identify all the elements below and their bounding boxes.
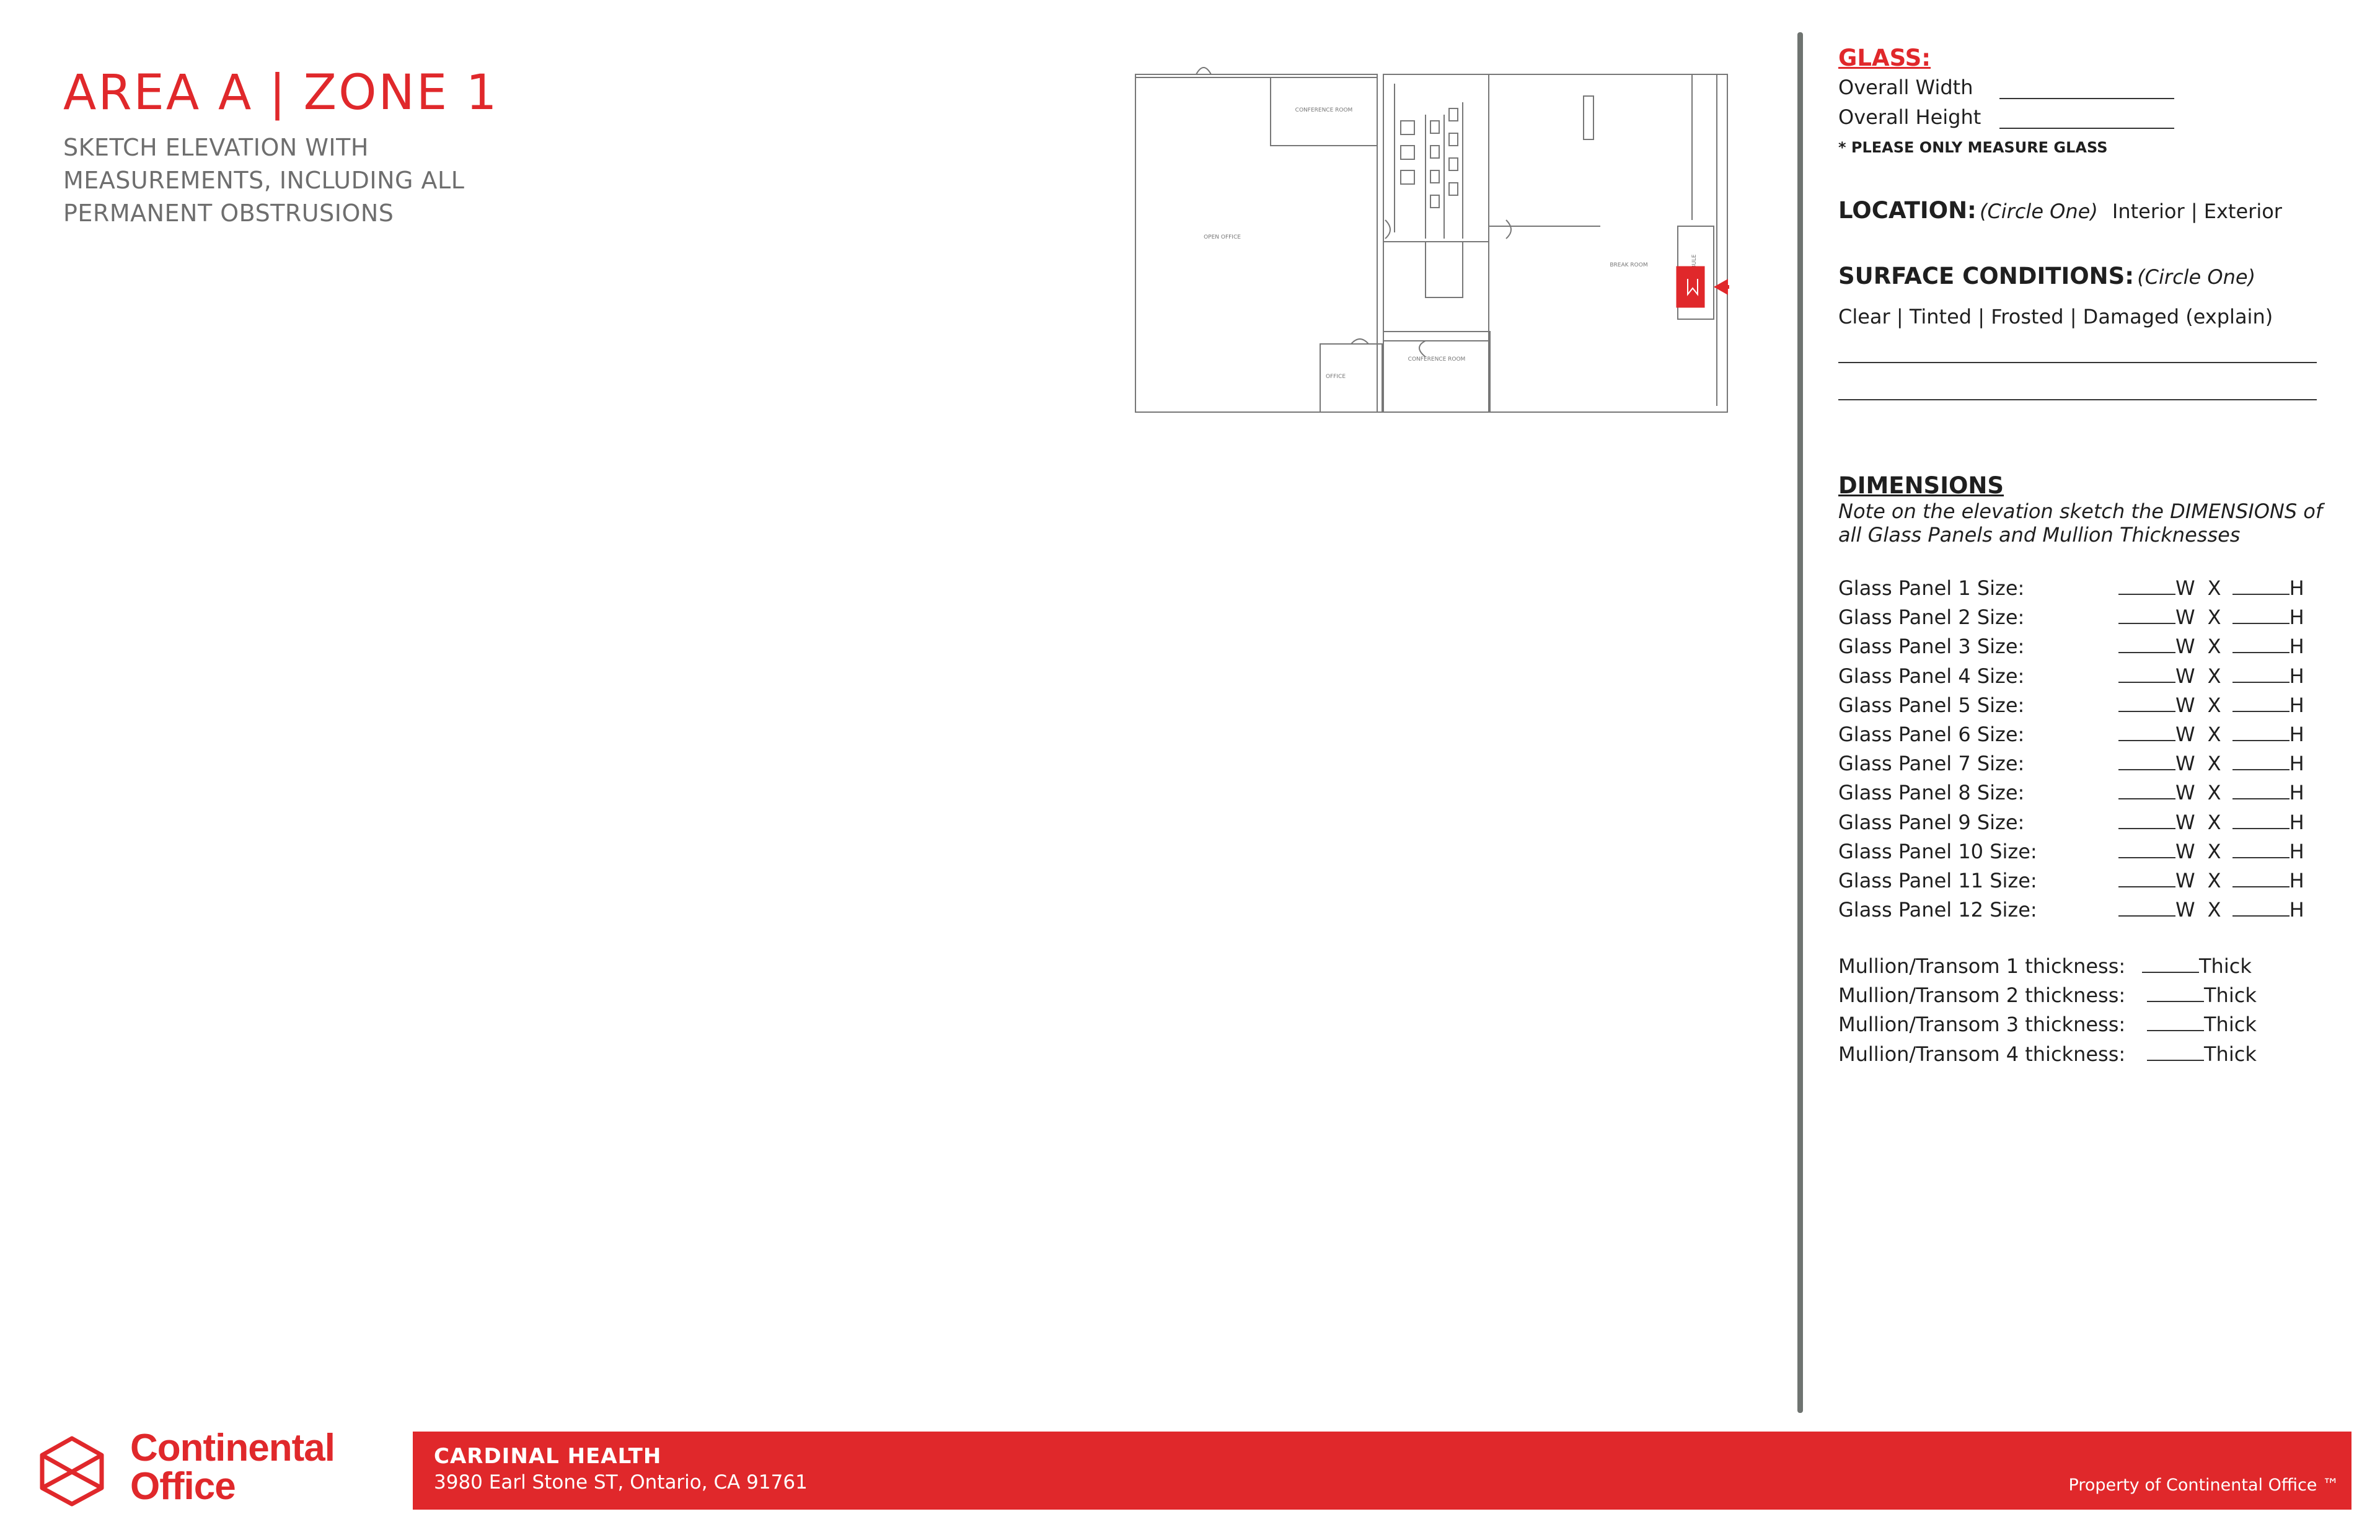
- glass-panel-row: [1838, 898, 2304, 922]
- surface-options[interactable]: Clear | Tinted | Frosted | Damaged (explain): [1838, 305, 2273, 328]
- width-unit-label: W: [2175, 605, 2195, 630]
- by-label: X: [2207, 664, 2221, 688]
- room-label: BREAK ROOM: [1610, 262, 1648, 268]
- panel-height-field[interactable]: [2232, 578, 2290, 595]
- glass-heading: GLASS:: [1838, 45, 1931, 71]
- glass-panel-label: Glass Panel 4 Size:: [1838, 664, 2025, 688]
- brand-logo-text: [130, 1429, 335, 1506]
- floor-plan: [1134, 59, 1729, 418]
- width-unit-label: W: [2175, 810, 2195, 834]
- location-row: [1838, 197, 2282, 224]
- room-label: CONFERENCE ROOM: [1295, 107, 1353, 113]
- mullion-row: [1838, 1013, 2257, 1037]
- panel-width-field[interactable]: [2118, 870, 2175, 887]
- thick-label: Thick: [2199, 954, 2252, 978]
- surface-explain-line-1[interactable]: [1838, 362, 2317, 363]
- brand-name-line: Continental: [130, 1427, 335, 1469]
- overall-height-field[interactable]: [1999, 128, 2174, 129]
- panel-height-field[interactable]: [2232, 636, 2290, 653]
- by-label: X: [2207, 898, 2221, 922]
- mullion-label: Mullion/Transom 2 thickness:: [1838, 983, 2126, 1008]
- height-unit-label: H: [2289, 693, 2304, 717]
- glass-panel-row: [1838, 752, 2304, 776]
- width-unit-label: W: [2175, 723, 2195, 746]
- height-unit-label: H: [2289, 839, 2304, 863]
- panel-height-field[interactable]: [2232, 841, 2290, 858]
- glass-panel-label: Glass Panel 2 Size:: [1838, 605, 2025, 630]
- mullion-thickness-field[interactable]: [2147, 1044, 2204, 1061]
- subtitle-line: SKETCH ELEVATION WITH: [63, 134, 369, 161]
- glass-panel-label: Glass Panel 12 Size:: [1838, 898, 2037, 922]
- thick-label: Thick: [2204, 983, 2257, 1008]
- vertical-divider: [1797, 32, 1803, 1413]
- height-unit-label: H: [2289, 664, 2304, 688]
- glass-panel-row: [1838, 839, 2304, 863]
- location-hint: (Circle One): [1979, 200, 2098, 223]
- glass-panel-row: [1838, 664, 2304, 688]
- width-unit-label: W: [2175, 576, 2195, 600]
- width-unit-label: W: [2175, 635, 2195, 659]
- surface-row: [1838, 263, 2255, 289]
- width-unit-label: W: [2175, 839, 2195, 863]
- footer-bar: [413, 1432, 2351, 1510]
- mullion-row: [1838, 983, 2257, 1008]
- by-label: X: [2207, 869, 2221, 892]
- panel-width-field[interactable]: [2118, 607, 2175, 624]
- thick-label: Thick: [2204, 1013, 2257, 1037]
- panel-height-field[interactable]: [2232, 753, 2290, 770]
- by-label: X: [2207, 839, 2221, 863]
- mullion-thickness-field[interactable]: [2147, 985, 2204, 1002]
- page-title: [63, 65, 499, 121]
- panel-height-field[interactable]: [2232, 724, 2290, 741]
- width-unit-label: W: [2175, 781, 2195, 805]
- width-unit-label: W: [2175, 693, 2195, 717]
- glass-panel-row: [1838, 693, 2304, 717]
- glass-note: * PLEASE ONLY MEASURE GLASS: [1838, 139, 2108, 156]
- by-label: X: [2207, 723, 2221, 746]
- room-label: OFFICE: [1325, 374, 1346, 380]
- width-unit-label: W: [2175, 752, 2195, 776]
- glass-panel-label: Glass Panel 3 Size:: [1838, 635, 2025, 659]
- panel-height-field[interactable]: [2232, 695, 2290, 712]
- brand-name-line: Office: [130, 1465, 236, 1508]
- thick-label: Thick: [2204, 1042, 2257, 1066]
- room-label: OPEN OFFICE: [1204, 234, 1241, 240]
- height-unit-label: H: [2289, 635, 2304, 659]
- panel-height-field[interactable]: [2232, 899, 2290, 917]
- arrow-left-icon: [1714, 279, 1729, 295]
- by-label: X: [2207, 605, 2221, 630]
- by-label: X: [2207, 693, 2221, 717]
- height-unit-label: H: [2289, 752, 2304, 776]
- mullion-thickness-field[interactable]: [2147, 1014, 2204, 1031]
- overall-width-field[interactable]: [1999, 98, 2174, 99]
- panel-width-field[interactable]: [2118, 666, 2175, 683]
- panel-width-field[interactable]: [2118, 841, 2175, 858]
- conference-room-bottom-wall: [1383, 332, 1490, 412]
- panel-width-field[interactable]: [2118, 695, 2175, 712]
- by-label: X: [2207, 810, 2221, 834]
- glass-panel-row: [1838, 810, 2304, 834]
- client-address: 3980 Earl Stone ST, Ontario, CA 91761: [434, 1471, 808, 1494]
- location-options[interactable]: Interior | Exterior: [2112, 200, 2282, 223]
- page-subtitle: [63, 131, 464, 230]
- height-unit-label: H: [2289, 781, 2304, 805]
- glass-panel-label: Glass Panel 1 Size:: [1838, 576, 2025, 600]
- panel-height-field[interactable]: [2232, 607, 2290, 624]
- subtitle-line: MEASUREMENTS, INCLUDING ALL: [63, 167, 465, 194]
- width-unit-label: W: [2175, 664, 2195, 688]
- dimensions-heading: DIMENSIONS: [1838, 472, 2004, 499]
- panel-width-field[interactable]: [2118, 812, 2175, 829]
- mullion-row: [1838, 1042, 2257, 1066]
- mullion-thickness-field[interactable]: [2142, 956, 2199, 973]
- by-label: X: [2207, 781, 2221, 805]
- overall-height-label: Overall Height: [1838, 105, 1981, 129]
- width-unit-label: W: [2175, 869, 2195, 892]
- glass-location-highlight: [1677, 266, 1704, 307]
- glass-panel-row: [1838, 576, 2304, 600]
- surface-hint: (Circle One): [2137, 265, 2256, 289]
- panel-width-field[interactable]: [2118, 753, 2175, 770]
- title-separator: |: [269, 65, 288, 121]
- panel-height-field[interactable]: [2232, 666, 2290, 683]
- title-area: AREA A: [63, 65, 253, 121]
- panel-width-field[interactable]: [2118, 899, 2175, 917]
- panel-height-field[interactable]: [2232, 870, 2290, 887]
- by-label: X: [2207, 635, 2221, 659]
- panel-width-field[interactable]: [2118, 782, 2175, 799]
- glass-panel-row: [1838, 781, 2304, 805]
- panel-height-field[interactable]: [2232, 782, 2290, 799]
- client-name: CARDINAL HEALTH: [434, 1444, 662, 1469]
- glass-panel-row: [1838, 605, 2304, 630]
- height-unit-label: H: [2289, 869, 2304, 892]
- location-heading: LOCATION:: [1838, 197, 1977, 224]
- width-unit-label: W: [2175, 898, 2195, 922]
- glass-panel-label: Glass Panel 9 Size:: [1838, 810, 2025, 834]
- height-unit-label: H: [2289, 723, 2304, 746]
- glass-panel-label: Glass Panel 11 Size:: [1838, 869, 2037, 892]
- height-unit-label: H: [2289, 898, 2304, 922]
- overall-width-label: Overall Width: [1838, 76, 1973, 99]
- glass-panel-row: [1838, 869, 2304, 892]
- by-label: X: [2207, 752, 2221, 776]
- mullion-label: Mullion/Transom 1 thickness:: [1838, 954, 2126, 978]
- panel-width-field[interactable]: [2118, 636, 2175, 653]
- glass-panel-label: Glass Panel 6 Size:: [1838, 723, 2025, 746]
- glass-panel-row: [1838, 635, 2304, 659]
- surface-heading: SURFACE CONDITIONS:: [1838, 263, 2135, 289]
- glass-panel-label: Glass Panel 5 Size:: [1838, 693, 2025, 717]
- dimensions-note-line: Note on the elevation sketch the DIMENSIONS of: [1838, 499, 2323, 523]
- panel-height-field[interactable]: [2232, 812, 2290, 829]
- height-unit-label: H: [2289, 576, 2304, 600]
- dimensions-note-line: all Glass Panels and Mullion Thicknesses: [1838, 523, 2241, 547]
- title-zone: ZONE 1: [303, 65, 499, 121]
- mullion-label: Mullion/Transom 3 thickness:: [1838, 1013, 2126, 1037]
- glass-panel-row: [1838, 723, 2304, 746]
- panel-width-field[interactable]: [2118, 724, 2175, 741]
- mullion-label: Mullion/Transom 4 thickness:: [1838, 1042, 2126, 1066]
- open-office-wall: [1135, 74, 1377, 412]
- panel-width-field[interactable]: [2118, 578, 2175, 595]
- glass-panel-label: Glass Panel 7 Size:: [1838, 752, 2025, 776]
- glass-panel-label: Glass Panel 8 Size:: [1838, 781, 2025, 805]
- subtitle-line: PERMANENT OBSTRUSIONS: [63, 200, 394, 227]
- room-label: CONFERENCE ROOM: [1408, 356, 1466, 363]
- height-unit-label: H: [2289, 810, 2304, 834]
- by-label: X: [2207, 576, 2221, 600]
- continental-office-logo-icon: [38, 1435, 105, 1508]
- height-unit-label: H: [2289, 605, 2304, 630]
- property-notice: Property of Continental Office ™: [2068, 1476, 2339, 1495]
- glass-panel-label: Glass Panel 10 Size:: [1838, 839, 2037, 863]
- mullion-row: [1838, 954, 2252, 978]
- surface-explain-line-2[interactable]: [1838, 399, 2317, 400]
